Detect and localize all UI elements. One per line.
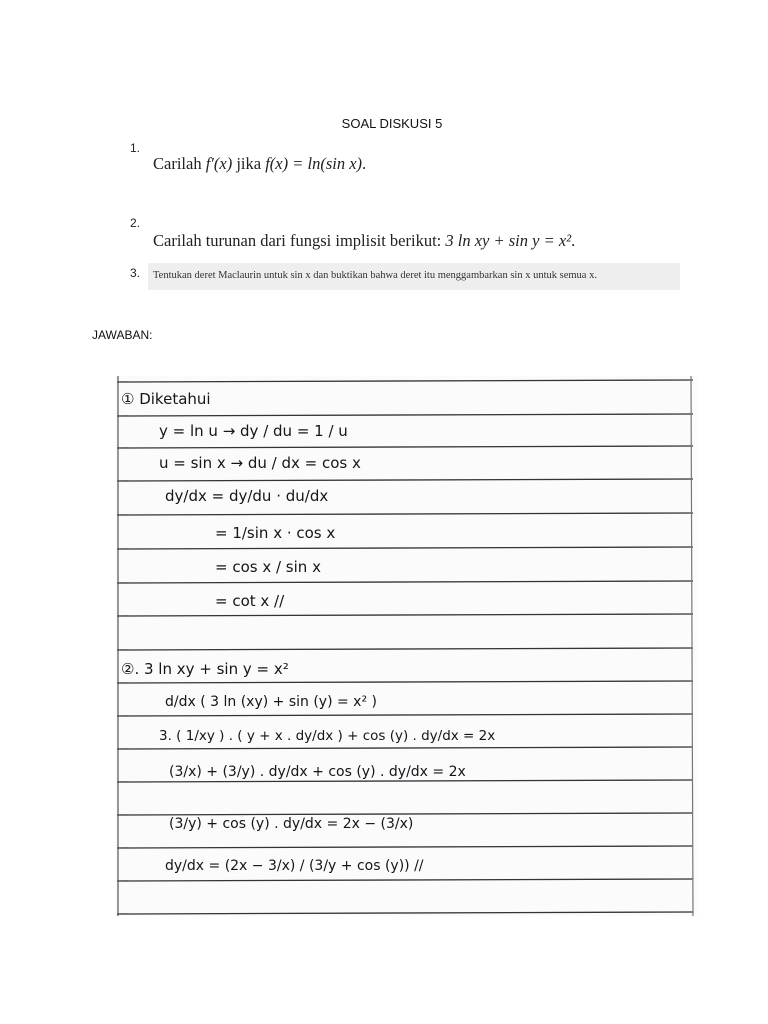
handwritten-answer-image bbox=[115, 376, 697, 916]
hw-s2-line3: (3/x) + (3/y) . dy/dx + cos (y) . dy/dx = 2x bbox=[169, 764, 466, 780]
notebook-page bbox=[115, 376, 697, 916]
question-2-number: 2. bbox=[130, 216, 141, 230]
question-2-text bbox=[153, 231, 575, 251]
hw-s2-title: ②. 3 ln xy + sin y = x² bbox=[121, 660, 289, 678]
q1-part-d: f(x) = ln(sin x) bbox=[265, 154, 363, 173]
hw-s1-line4: = 1/sin x · cos x bbox=[215, 524, 336, 542]
q2-part-c: . bbox=[571, 231, 576, 250]
q1-part-a: Carilah bbox=[153, 154, 206, 173]
question-1-number: 1. bbox=[130, 141, 141, 155]
hw-s2-line2: 3. ( 1/xy ) . ( y + x . dy/dx ) + cos (y) . dy/dx = 2x bbox=[159, 728, 496, 744]
q2-part-a: Carilah turunan dari fungsi implisit berikut: bbox=[153, 231, 446, 250]
hw-s1-title: ① Diketahui bbox=[121, 390, 211, 408]
q2-part-b: 3 ln xy + sin y = x² bbox=[445, 231, 572, 250]
hw-s1-line1: y = ln u → dy / du = 1 / u bbox=[159, 422, 348, 440]
question-1-text bbox=[153, 154, 366, 174]
hw-s2-line4: (3/y) + cos (y) . dy/dx = 2x − (3/x) bbox=[169, 816, 414, 832]
q1-part-c: jika bbox=[232, 154, 266, 173]
q1-part-b: f′(x) bbox=[205, 154, 233, 173]
document-title: SOAL DISKUSI 5 bbox=[341, 116, 443, 131]
hw-s2-line1: d/dx ( 3 ln (xy) + sin (y) = x² ) bbox=[165, 694, 377, 710]
question-3-box bbox=[148, 263, 680, 290]
question-3-text: Tentukan deret Maclaurin untuk sin x dan buktikan bahwa deret itu menggambarkan sin x untuk semua x. bbox=[153, 270, 597, 281]
hw-s1-line5: = cos x / sin x bbox=[215, 558, 321, 576]
hw-s1-line6: = cot x // bbox=[215, 592, 285, 610]
hw-s1-line2: u = sin x → du / dx = cos x bbox=[159, 454, 361, 472]
hw-s2-line5: dy/dx = (2x − 3/x) / (3/y + cos (y)) // bbox=[165, 858, 424, 874]
q1-part-e: . bbox=[362, 154, 367, 173]
answer-label: JAWABAN: bbox=[92, 328, 153, 342]
right-margin-line bbox=[691, 376, 693, 916]
question-3-number: 3. bbox=[130, 266, 141, 280]
hw-s1-line3: dy/dx = dy/du · du/dx bbox=[165, 487, 329, 505]
